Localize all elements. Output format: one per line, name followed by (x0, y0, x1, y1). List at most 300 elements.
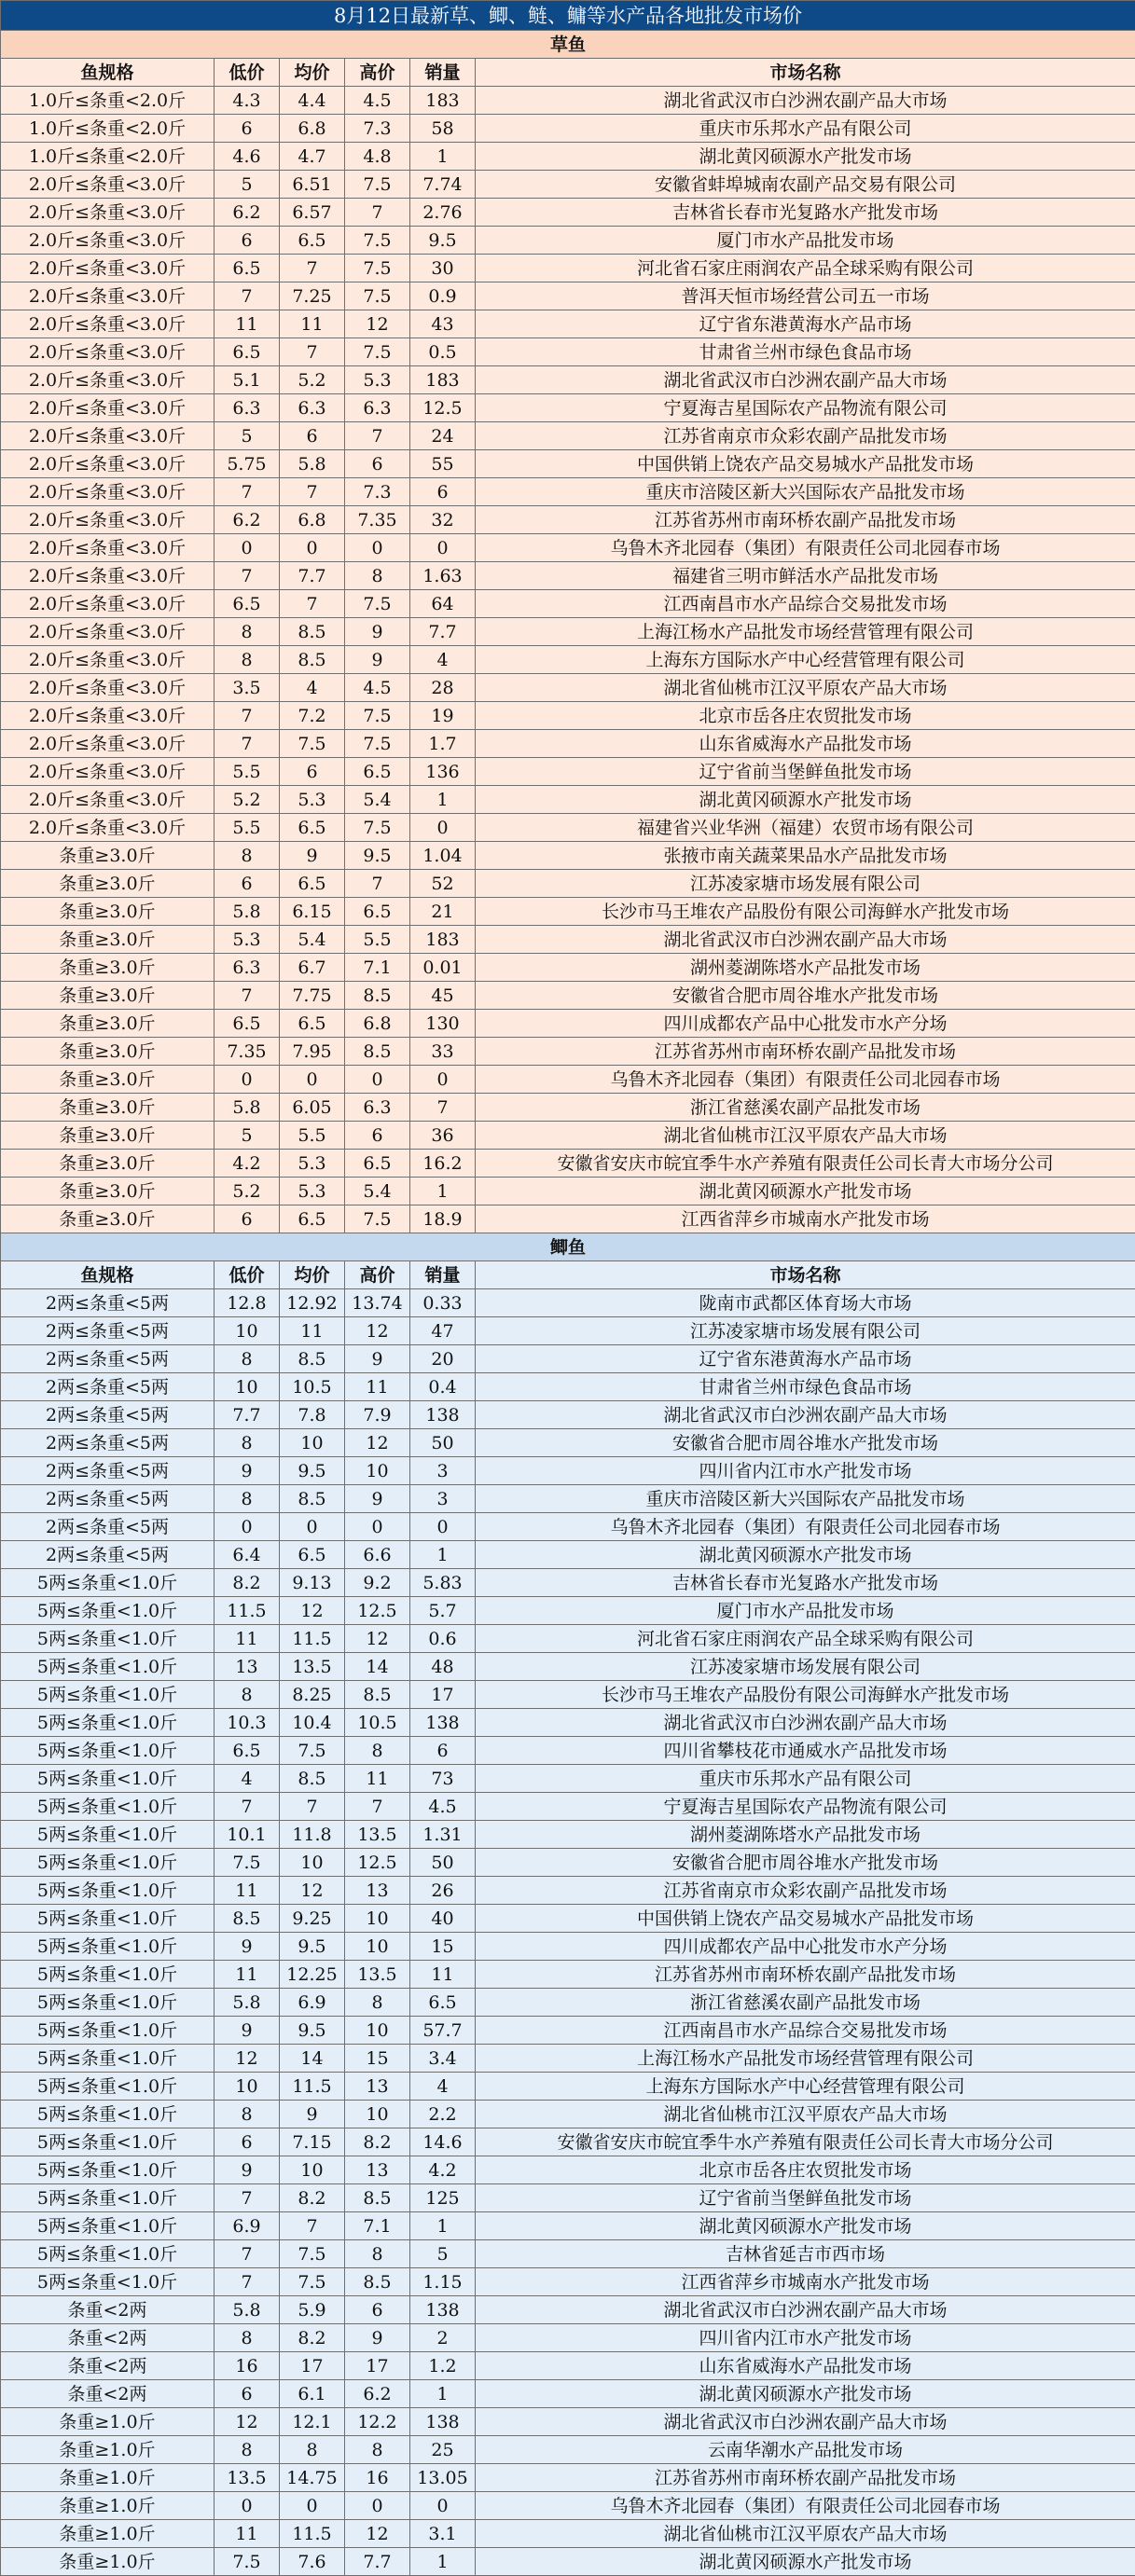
cell-high: 7.5 (345, 702, 410, 730)
cell-avg: 0 (280, 534, 345, 562)
cell-spec: 条重≥3.0斤 (1, 1066, 215, 1094)
cell-avg: 8.25 (280, 1681, 345, 1709)
table-row (1, 310, 1135, 338)
cell-spec: 条重≥3.0斤 (1, 1038, 215, 1066)
table-row (1, 366, 1135, 394)
cell-high: 6.8 (345, 1010, 410, 1038)
cell-avg: 8.5 (280, 1485, 345, 1513)
table-row (1, 2492, 1135, 2520)
cell-market: 北京市岳各庄农贸批发市场 (476, 702, 1135, 730)
cell-low: 7 (215, 1793, 280, 1821)
cell-spec: 5两≤条重<1.0斤 (1, 1681, 215, 1709)
table-row (1, 1150, 1135, 1178)
cell-spec: 5两≤条重<1.0斤 (1, 1653, 215, 1681)
cell-volume: 43 (410, 310, 476, 338)
cell-market: 湖北黄冈硕源水产批发市场 (476, 2212, 1135, 2240)
table-row (1, 1513, 1135, 1541)
cell-avg: 6.3 (280, 394, 345, 422)
cell-spec: 2.0斤≤条重<3.0斤 (1, 199, 215, 227)
cell-high: 13.5 (345, 1821, 410, 1849)
cell-spec: 2.0斤≤条重<3.0斤 (1, 814, 215, 842)
cell-spec: 2两≤条重<5两 (1, 1317, 215, 1345)
cell-spec: 5两≤条重<1.0斤 (1, 1597, 215, 1625)
cell-volume: 1.63 (410, 562, 476, 590)
cell-volume: 1.31 (410, 1821, 476, 1849)
cell-high: 9 (345, 1345, 410, 1373)
cell-volume: 5.7 (410, 1597, 476, 1625)
cell-market: 江苏省苏州市南环桥农副产品批发市场 (476, 506, 1135, 534)
cell-low: 6.5 (215, 590, 280, 618)
cell-market: 湖北省仙桃市江汉平原农产品大市场 (476, 1122, 1135, 1150)
cell-volume: 73 (410, 1765, 476, 1793)
cell-spec: 2.0斤≤条重<3.0斤 (1, 534, 215, 562)
cell-volume: 30 (410, 255, 476, 282)
cell-low: 6.4 (215, 1541, 280, 1569)
cell-high: 6 (345, 450, 410, 478)
cell-spec: 5两≤条重<1.0斤 (1, 2156, 215, 2184)
table-row (1, 1457, 1135, 1485)
table-row (1, 1122, 1135, 1150)
cell-low: 9 (215, 1933, 280, 1961)
cell-avg: 12.25 (280, 1961, 345, 1989)
section-title-row-jiyu (1, 1233, 1135, 1261)
cell-volume: 33 (410, 1038, 476, 1066)
cell-low: 6 (215, 227, 280, 255)
cell-avg: 6.5 (280, 1205, 345, 1233)
cell-avg: 5.5 (280, 1122, 345, 1150)
table-row (1, 255, 1135, 282)
cell-avg: 9 (280, 842, 345, 870)
cell-spec: 2.0斤≤条重<3.0斤 (1, 338, 215, 366)
cell-avg: 8 (280, 2436, 345, 2464)
cell-low: 6.2 (215, 506, 280, 534)
cell-market: 湖北省武汉市白沙洲农副产品大市场 (476, 1401, 1135, 1429)
cell-high: 8.5 (345, 1681, 410, 1709)
column-header-low: 低价 (215, 59, 280, 87)
cell-volume: 45 (410, 982, 476, 1010)
cell-avg: 7 (280, 2212, 345, 2240)
cell-market: 上海江杨水产品批发市场经营管理有限公司 (476, 2045, 1135, 2073)
cell-high: 9.2 (345, 1569, 410, 1597)
cell-spec: 1.0斤≤条重<2.0斤 (1, 143, 215, 171)
cell-market: 河北省石家庄雨润农产品全球采购有限公司 (476, 1625, 1135, 1653)
cell-market: 吉林省长春市光复路水产批发市场 (476, 199, 1135, 227)
column-header-high: 高价 (345, 1261, 410, 1289)
cell-volume: 7.74 (410, 171, 476, 199)
cell-spec: 条重≥1.0斤 (1, 2436, 215, 2464)
cell-market: 中国供销上饶农产品交易城水产品批发市场 (476, 450, 1135, 478)
table-row (1, 2240, 1135, 2268)
cell-low: 9 (215, 2017, 280, 2045)
cell-low: 10.1 (215, 1821, 280, 1849)
cell-high: 9 (345, 1485, 410, 1513)
cell-market: 安徽省合肥市周谷堆水产批发市场 (476, 1849, 1135, 1877)
cell-market: 安徽省合肥市周谷堆水产批发市场 (476, 1429, 1135, 1457)
cell-high: 7 (345, 1793, 410, 1821)
cell-avg: 6.7 (280, 954, 345, 982)
cell-avg: 6 (280, 422, 345, 450)
column-header-avg: 均价 (280, 59, 345, 87)
cell-high: 6.5 (345, 898, 410, 926)
cell-low: 8 (215, 1429, 280, 1457)
cell-market: 四川省攀枝花市通威水产品批发市场 (476, 1737, 1135, 1765)
cell-low: 8 (215, 1345, 280, 1373)
cell-volume: 3.1 (410, 2520, 476, 2548)
cell-spec: 2两≤条重<5两 (1, 1485, 215, 1513)
cell-high: 6 (345, 2296, 410, 2324)
cell-market: 陇南市武都区体育场大市场 (476, 1289, 1135, 1317)
cell-low: 11 (215, 1877, 280, 1905)
cell-avg: 6.51 (280, 171, 345, 199)
cell-market: 浙江省慈溪农副产品批发市场 (476, 1094, 1135, 1122)
cell-market: 湖北黄冈硕源水产批发市场 (476, 1541, 1135, 1569)
table-row (1, 898, 1135, 926)
cell-volume: 2 (410, 2324, 476, 2352)
cell-market: 江西省萍乡市城南水产批发市场 (476, 2268, 1135, 2296)
cell-spec: 条重≥3.0斤 (1, 1094, 215, 1122)
cell-high: 13.74 (345, 1289, 410, 1317)
cell-high: 7.7 (345, 2548, 410, 2576)
cell-volume: 0.6 (410, 1625, 476, 1653)
cell-volume: 0 (410, 1066, 476, 1094)
cell-avg: 7.8 (280, 1401, 345, 1429)
cell-low: 10 (215, 2073, 280, 2101)
cell-spec: 2.0斤≤条重<3.0斤 (1, 310, 215, 338)
cell-spec: 5两≤条重<1.0斤 (1, 2101, 215, 2128)
cell-high: 7.5 (345, 282, 410, 310)
cell-high: 8.5 (345, 2184, 410, 2212)
table-row (1, 199, 1135, 227)
cell-high: 6.3 (345, 1094, 410, 1122)
cell-volume: 0 (410, 814, 476, 842)
cell-avg: 5.2 (280, 366, 345, 394)
cell-market: 湖北省仙桃市江汉平原农产品大市场 (476, 2101, 1135, 2128)
cell-market: 宁夏海吉星国际农产品物流有限公司 (476, 1793, 1135, 1821)
cell-high: 6 (345, 1122, 410, 1150)
cell-low: 6 (215, 870, 280, 898)
cell-avg: 8.2 (280, 2184, 345, 2212)
cell-volume: 138 (410, 2408, 476, 2436)
column-header-spec: 鱼规格 (1, 59, 215, 87)
cell-low: 8 (215, 646, 280, 674)
cell-volume: 3 (410, 1485, 476, 1513)
cell-volume: 47 (410, 1317, 476, 1345)
cell-spec: 5两≤条重<1.0斤 (1, 1793, 215, 1821)
cell-market: 重庆市涪陵区新大兴国际农产品批发市场 (476, 478, 1135, 506)
cell-spec: 2.0斤≤条重<3.0斤 (1, 562, 215, 590)
cell-market: 湖北黄冈硕源水产批发市场 (476, 2380, 1135, 2408)
cell-avg: 14.75 (280, 2464, 345, 2492)
cell-market: 江苏省苏州市南环桥农副产品批发市场 (476, 2464, 1135, 2492)
cell-market: 安徽省合肥市周谷堆水产批发市场 (476, 982, 1135, 1010)
cell-avg: 7.25 (280, 282, 345, 310)
cell-avg: 6.15 (280, 898, 345, 926)
cell-volume: 24 (410, 422, 476, 450)
cell-avg: 7.95 (280, 1038, 345, 1066)
table-row (1, 1429, 1135, 1457)
cell-high: 12 (345, 1625, 410, 1653)
cell-market: 辽宁省东港黄海水产品市场 (476, 310, 1135, 338)
cell-market: 湖州菱湖陈塔水产品批发市场 (476, 954, 1135, 982)
column-header-volume: 销量 (410, 1261, 476, 1289)
table-row (1, 1709, 1135, 1737)
cell-volume: 48 (410, 1653, 476, 1681)
cell-low: 11 (215, 1625, 280, 1653)
cell-market: 湖北省武汉市白沙洲农副产品大市场 (476, 366, 1135, 394)
cell-spec: 条重≥1.0斤 (1, 2408, 215, 2436)
cell-low: 5.8 (215, 2296, 280, 2324)
table-row (1, 2520, 1135, 2548)
cell-high: 8.5 (345, 2268, 410, 2296)
table-row (1, 1010, 1135, 1038)
cell-market: 上海东方国际水产中心经营管理有限公司 (476, 646, 1135, 674)
cell-market: 江西省萍乡市城南水产批发市场 (476, 1205, 1135, 1233)
cell-market: 江苏凌家塘市场发展有限公司 (476, 870, 1135, 898)
cell-spec: 5两≤条重<1.0斤 (1, 1737, 215, 1765)
cell-volume: 1 (410, 1178, 476, 1205)
cell-volume: 6.5 (410, 1989, 476, 2017)
cell-avg: 14 (280, 2045, 345, 2073)
cell-volume: 19 (410, 702, 476, 730)
column-header-volume: 销量 (410, 59, 476, 87)
cell-low: 5.3 (215, 926, 280, 954)
cell-market: 江西南昌市水产品综合交易批发市场 (476, 590, 1135, 618)
cell-avg: 8.5 (280, 1345, 345, 1373)
table-row (1, 786, 1135, 814)
cell-volume: 9.5 (410, 227, 476, 255)
cell-market: 江苏省南京市众彩农副产品批发市场 (476, 422, 1135, 450)
cell-volume: 136 (410, 758, 476, 786)
cell-market: 安徽省蚌埠城南农副产品交易有限公司 (476, 171, 1135, 199)
cell-volume: 18.9 (410, 1205, 476, 1233)
cell-avg: 7.5 (280, 2240, 345, 2268)
cell-low: 7 (215, 562, 280, 590)
cell-volume: 7.7 (410, 618, 476, 646)
cell-avg: 11.8 (280, 1821, 345, 1849)
cell-spec: 2.0斤≤条重<3.0斤 (1, 730, 215, 758)
table-row (1, 2296, 1135, 2324)
cell-market: 宁夏海吉星国际农产品物流有限公司 (476, 394, 1135, 422)
cell-spec: 1.0斤≤条重<2.0斤 (1, 115, 215, 143)
cell-high: 13 (345, 2073, 410, 2101)
cell-market: 乌鲁木齐北园春（集团）有限责任公司北园春市场 (476, 534, 1135, 562)
cell-market: 湖州菱湖陈塔水产品批发市场 (476, 1821, 1135, 1849)
cell-market: 江苏凌家塘市场发展有限公司 (476, 1317, 1135, 1345)
cell-avg: 6.57 (280, 199, 345, 227)
cell-spec: 5两≤条重<1.0斤 (1, 2073, 215, 2101)
table-row (1, 702, 1135, 730)
cell-high: 11 (345, 1765, 410, 1793)
cell-low: 13.5 (215, 2464, 280, 2492)
table-row (1, 1345, 1135, 1373)
cell-spec: 2.0斤≤条重<3.0斤 (1, 366, 215, 394)
cell-avg: 13.5 (280, 1653, 345, 1681)
cell-spec: 2.0斤≤条重<3.0斤 (1, 422, 215, 450)
cell-spec: 5两≤条重<1.0斤 (1, 1821, 215, 1849)
cell-low: 3.5 (215, 674, 280, 702)
cell-market: 福建省兴业华洲（福建）农贸市场有限公司 (476, 814, 1135, 842)
cell-avg: 12.1 (280, 2408, 345, 2436)
cell-avg: 7.2 (280, 702, 345, 730)
cell-volume: 40 (410, 1905, 476, 1933)
cell-market: 湖北省武汉市白沙洲农副产品大市场 (476, 1709, 1135, 1737)
cell-avg: 10.4 (280, 1709, 345, 1737)
cell-low: 7 (215, 478, 280, 506)
cell-avg: 4.4 (280, 87, 345, 115)
cell-low: 6.5 (215, 255, 280, 282)
cell-low: 8 (215, 2324, 280, 2352)
table-row (1, 1094, 1135, 1122)
cell-market: 厦门市水产品批发市场 (476, 1597, 1135, 1625)
cell-high: 7.1 (345, 2212, 410, 2240)
cell-volume: 2.76 (410, 199, 476, 227)
cell-spec: 5两≤条重<1.0斤 (1, 2212, 215, 2240)
cell-avg: 6.8 (280, 115, 345, 143)
cell-spec: 条重≥3.0斤 (1, 842, 215, 870)
cell-high: 16 (345, 2464, 410, 2492)
cell-market: 江苏凌家塘市场发展有限公司 (476, 1653, 1135, 1681)
cell-low: 6.2 (215, 199, 280, 227)
cell-market: 甘肃省兰州市绿色食品市场 (476, 338, 1135, 366)
cell-spec: 2.0斤≤条重<3.0斤 (1, 590, 215, 618)
table-row (1, 1681, 1135, 1709)
cell-volume: 50 (410, 1429, 476, 1457)
cell-low: 12 (215, 2408, 280, 2436)
cell-low: 5.5 (215, 814, 280, 842)
cell-avg: 9.5 (280, 2017, 345, 2045)
cell-volume: 0 (410, 1513, 476, 1541)
cell-high: 7.5 (345, 590, 410, 618)
cell-spec: 条重≥3.0斤 (1, 926, 215, 954)
cell-avg: 0 (280, 1066, 345, 1094)
cell-low: 10 (215, 1373, 280, 1401)
table-row (1, 674, 1135, 702)
cell-volume: 50 (410, 1849, 476, 1877)
table-row (1, 1905, 1135, 1933)
cell-low: 7 (215, 2240, 280, 2268)
cell-market: 湖北省仙桃市江汉平原农产品大市场 (476, 2520, 1135, 2548)
table-row (1, 2017, 1135, 2045)
cell-low: 8 (215, 842, 280, 870)
cell-spec: 条重≥3.0斤 (1, 1122, 215, 1150)
cell-avg: 17 (280, 2352, 345, 2380)
cell-high: 7.5 (345, 338, 410, 366)
cell-avg: 6.05 (280, 1094, 345, 1122)
cell-volume: 36 (410, 1122, 476, 1150)
cell-low: 6 (215, 2380, 280, 2408)
cell-low: 8 (215, 1485, 280, 1513)
cell-volume: 14.6 (410, 2128, 476, 2156)
cell-high: 13.5 (345, 1961, 410, 1989)
cell-low: 0 (215, 1066, 280, 1094)
cell-avg: 6 (280, 758, 345, 786)
cell-high: 7.5 (345, 171, 410, 199)
cell-market: 辽宁省东港黄海水产品市场 (476, 1345, 1135, 1373)
cell-high: 10 (345, 2101, 410, 2128)
cell-avg: 7.5 (280, 2268, 345, 2296)
cell-avg: 7.75 (280, 982, 345, 1010)
cell-volume: 64 (410, 590, 476, 618)
table-row (1, 1989, 1135, 2017)
table-row (1, 618, 1135, 646)
table-row (1, 1933, 1135, 1961)
cell-low: 5 (215, 1122, 280, 1150)
cell-volume: 130 (410, 1010, 476, 1038)
cell-market: 安徽省安庆市皖宜季牛水产养殖有限责任公司长青大市场分公司 (476, 1150, 1135, 1178)
cell-volume: 0.9 (410, 282, 476, 310)
table-row (1, 926, 1135, 954)
table-row (1, 2184, 1135, 2212)
cell-spec: 2.0斤≤条重<3.0斤 (1, 282, 215, 310)
cell-high: 7.5 (345, 730, 410, 758)
cell-spec: 条重≥3.0斤 (1, 1178, 215, 1205)
cell-high: 7.5 (345, 814, 410, 842)
cell-low: 7 (215, 702, 280, 730)
header-row (1, 1261, 1135, 1289)
cell-volume: 3.4 (410, 2045, 476, 2073)
cell-low: 5.8 (215, 1989, 280, 2017)
cell-volume: 0.01 (410, 954, 476, 982)
cell-volume: 0.4 (410, 1373, 476, 1401)
cell-avg: 5.8 (280, 450, 345, 478)
cell-avg: 7 (280, 478, 345, 506)
cell-high: 6.6 (345, 1541, 410, 1569)
cell-avg: 0 (280, 1513, 345, 1541)
cell-spec: 条重<2两 (1, 2324, 215, 2352)
cell-high: 6.5 (345, 1150, 410, 1178)
cell-high: 7.5 (345, 227, 410, 255)
cell-avg: 6.5 (280, 227, 345, 255)
cell-avg: 5.3 (280, 786, 345, 814)
cell-low: 5.8 (215, 1094, 280, 1122)
cell-spec: 5两≤条重<1.0斤 (1, 1849, 215, 1877)
column-header-high: 高价 (345, 59, 410, 87)
table-row (1, 1373, 1135, 1401)
cell-low: 0 (215, 2492, 280, 2520)
cell-low: 5.5 (215, 758, 280, 786)
cell-market: 湖北省武汉市白沙洲农副产品大市场 (476, 87, 1135, 115)
cell-high: 14 (345, 1653, 410, 1681)
cell-market: 四川省内江市水产批发市场 (476, 2324, 1135, 2352)
cell-volume: 26 (410, 1877, 476, 1905)
cell-spec: 条重≥3.0斤 (1, 1205, 215, 1233)
table-row (1, 1289, 1135, 1317)
cell-market: 长沙市马王堆农产品股份有限公司海鲜水产批发市场 (476, 898, 1135, 926)
cell-low: 10.3 (215, 1709, 280, 1737)
table-row (1, 338, 1135, 366)
section-title-row-caoyu (1, 31, 1135, 59)
cell-spec: 5两≤条重<1.0斤 (1, 1961, 215, 1989)
table-row (1, 1038, 1135, 1066)
table-row (1, 2380, 1135, 2408)
cell-spec: 5两≤条重<1.0斤 (1, 2268, 215, 2296)
table-row (1, 534, 1135, 562)
cell-low: 7 (215, 2184, 280, 2212)
cell-spec: 条重<2两 (1, 2296, 215, 2324)
cell-spec: 2两≤条重<5两 (1, 1541, 215, 1569)
cell-low: 8 (215, 618, 280, 646)
cell-spec: 2两≤条重<5两 (1, 1373, 215, 1401)
cell-spec: 1.0斤≤条重<2.0斤 (1, 87, 215, 115)
table-row (1, 1401, 1135, 1429)
cell-avg: 12 (280, 1877, 345, 1905)
cell-avg: 11 (280, 310, 345, 338)
cell-low: 5 (215, 171, 280, 199)
cell-volume: 5 (410, 2240, 476, 2268)
cell-high: 0 (345, 534, 410, 562)
cell-spec: 5两≤条重<1.0斤 (1, 1765, 215, 1793)
table-row (1, 1597, 1135, 1625)
